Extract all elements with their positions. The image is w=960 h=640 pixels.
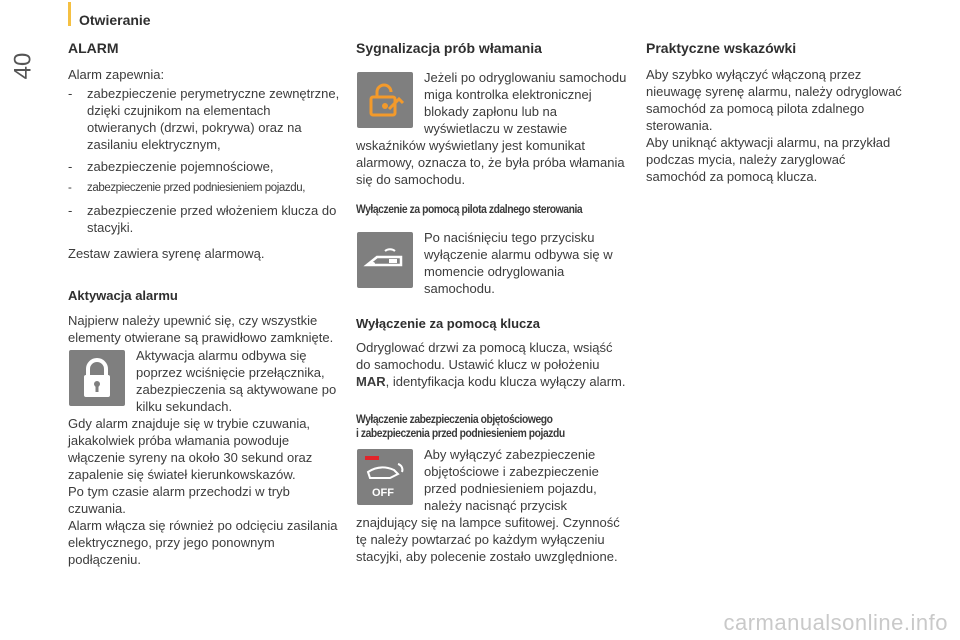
list-item: - zabezpieczenie perymetryczne zewnętrzne, dzięki czujnikom na elementach otwieranych (drzwi, pokrywa) oraz na zasilaniu elektrycznym,	[68, 85, 340, 153]
activation-block	[68, 347, 340, 415]
volumetric-block	[356, 446, 628, 565]
remote-block	[356, 229, 628, 297]
signal-block	[356, 69, 628, 188]
activation-paragraph: Alarm włącza się również po odcięciu zasilania elektrycznego, przy jego ponownym podłączeniu.	[68, 518, 338, 567]
column-alarm	[68, 40, 340, 568]
watermark: carmanualsonline.info	[723, 610, 948, 635]
padlock-icon	[69, 350, 125, 406]
off-label: OFF	[372, 487, 394, 499]
activation-paragraph: Po tym czasie alarm przechodzi w tryb czuwania.	[68, 484, 290, 516]
ceiling-lamp-off-button-icon	[357, 449, 413, 505]
list-item: - zabezpieczenie pojemnościowe,	[68, 158, 340, 175]
siren-note: Zestaw zawiera syrenę alarmową.	[68, 246, 265, 261]
volumetric-text: Aby wyłączyć zabezpieczenie objętościowe i zabezpieczenie przed podniesieniem pojazdu, należy nacisnąć przycisk znajdujący się na lampce sufitowej. Czynność tę należy powtarzać po każdym wyłączeniu stacyjki, aby polecenie zostało uwzględnione.	[356, 447, 620, 564]
signal-text: Jeżeli po odryglowaniu samochodu miga kontrolka elektronicznej blokady zapłonu lub na wyświetlaczu w zestawie wskaźników wyświetlany jest komunikat alarmowy, oznacza to, że była próba włamania się do samochodu.	[356, 70, 627, 187]
activation-paragraph: Gdy alarm znajduje się w trybie czuwania, jakakolwiek próba włamania powoduje włączenie syreny na około 30 sekund oraz zapalenie się świateł kierunkowskazów.	[68, 416, 313, 482]
signal-heading: Sygnalizacja prób włamania	[356, 40, 542, 56]
key-text: Odryglować drzwi za pomocą klucza, wsiąść do samochodu. Ustawić klucz w położeniu MAR, identyfikacja kodu klucza wyłączy alarm.	[356, 340, 626, 389]
list-item: - zabezpieczenie przed włożeniem klucza do stacyjki.	[68, 202, 340, 236]
alarm-intro: Alarm zapewnia:	[68, 67, 165, 82]
key-heading: Wyłączenie za pomocą klucza	[356, 316, 540, 331]
page-number: 40	[9, 52, 37, 80]
tips-heading: Praktyczne wskazówki	[646, 40, 797, 56]
volumetric-heading-line2: i zabezpieczenia przed podniesieniem pojazdu	[356, 426, 565, 440]
column-disarm	[356, 40, 628, 565]
tips-paragraph: Aby szybko wyłączyć włączoną przez nieuwagę syrenę alarmu, należy odryglować samochód za pomocą pilota zdalnego sterowania.	[646, 67, 902, 133]
activation-paragraph: Najpierw należy upewnić się, czy wszystkie elementy otwierane są prawidłowo zamknięte.	[68, 313, 334, 345]
volumetric-heading-line1: Wyłączenie zabezpieczenia objętościowego	[356, 412, 553, 426]
remote-text: Po naciśnięciu tego przycisku wyłączenie alarmu odbywa się w momencie odryglowania samochodu.	[424, 230, 613, 296]
activation-icon-text: Aktywacja alarmu odbywa się poprzez wciśnięcie przełącznika, zabezpieczenia są aktywowane po kilku sekundach.	[136, 348, 337, 414]
activation-heading: Aktywacja alarmu	[68, 288, 178, 303]
section-title: Otwieranie	[79, 12, 151, 28]
remote-heading: Wyłączenie za pomocą pilota zdalnego sterowania	[356, 202, 583, 216]
column-tips	[646, 40, 906, 185]
alarm-feature-list	[68, 85, 340, 236]
alarm-heading: ALARM	[68, 40, 119, 56]
remote-key-icon	[357, 232, 413, 288]
tips-paragraph: Aby uniknąć aktywacji alarmu, na przykład podczas mycia, należy zaryglować samochód za pomocą klucza.	[646, 135, 891, 184]
immobilizer-warning-icon	[357, 72, 413, 128]
header-accent-bar	[68, 2, 71, 26]
list-item: - zabezpieczenie przed podniesieniem pojazdu,	[68, 180, 340, 197]
